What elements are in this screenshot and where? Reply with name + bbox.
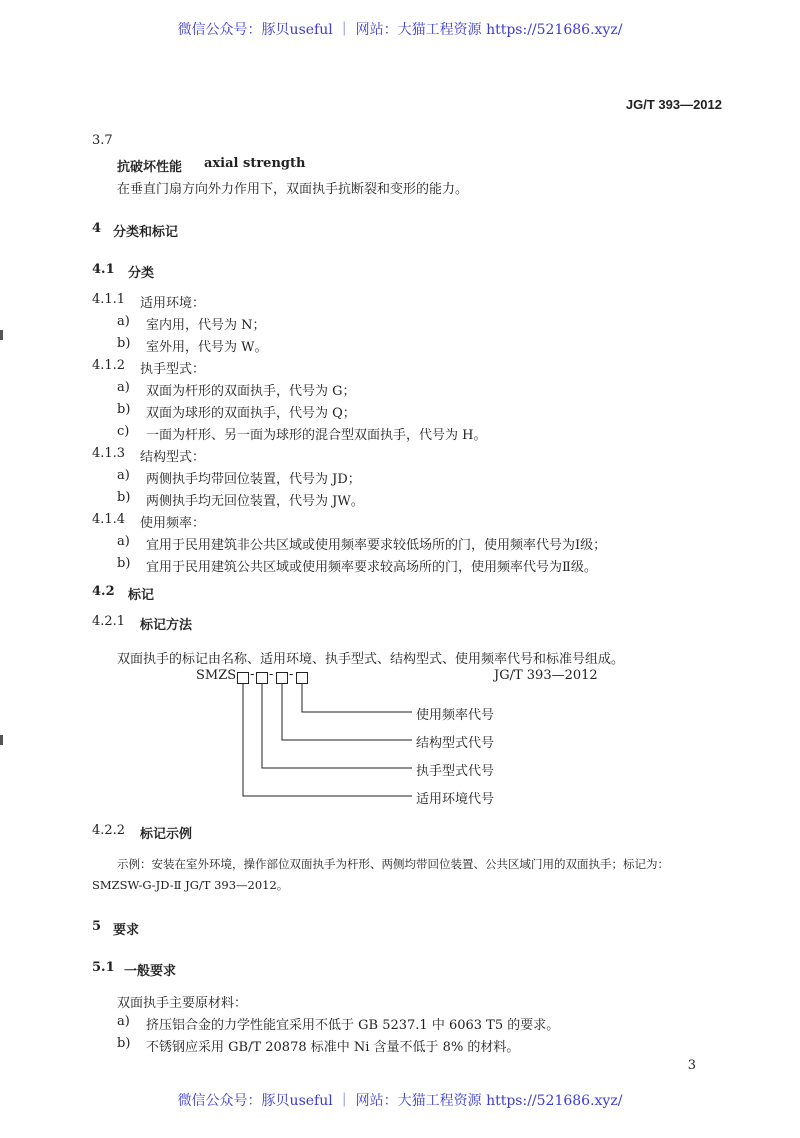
diagram-dash: -: [269, 667, 274, 682]
section-4-2-title: 标记: [128, 588, 155, 603]
list-item-mark: a): [117, 314, 130, 329]
placeholder-box-structure-type: [276, 672, 288, 684]
list-item: 宜用于民用建筑公共区域或使用频率要求较高场所的门，使用频率代号为Ⅱ级。: [146, 560, 597, 575]
section-4-1-1-title: 适用环境：: [140, 296, 206, 311]
diagram-label-frequency: 使用频率代号: [416, 708, 495, 723]
list-item: 室外用，代号为 W。: [146, 340, 268, 355]
list-item: 两侧执手均带回位装置，代号为 JD；: [146, 472, 361, 487]
list-item-mark: a): [117, 380, 130, 395]
list-item-mark: b): [117, 1036, 131, 1051]
diagram-label-structure: 结构型式代号: [416, 736, 495, 751]
section-4-1-number: 4.1: [92, 262, 115, 277]
diagram-label-environment: 适用环境代号: [416, 792, 495, 807]
section-5-1-number: 5.1: [92, 960, 115, 975]
list-item-mark: b): [117, 336, 131, 351]
watermark-bottom: 微信公众号：豚贝useful ｜ 网站：大猫工程资源 https://521686.xyz/: [177, 1093, 623, 1109]
list-item-mark: b): [117, 402, 131, 417]
section-5-title: 要求: [113, 923, 140, 938]
term-english: axial strength: [204, 156, 306, 171]
placeholder-box-environment: [237, 672, 249, 684]
section-4-1-2-title: 执手型式：: [140, 362, 206, 377]
section-4-1-3-title: 结构型式：: [140, 450, 206, 465]
watermark-top: 微信公众号：豚贝useful ｜ 网站：大猫工程资源 https://521686.xyz/: [177, 22, 623, 38]
list-item: 挤压铝合金的力学性能宜采用不低于 GB 5237.1 中 6063 T5 的要求。: [146, 1018, 560, 1033]
list-item-mark: b): [117, 490, 131, 505]
edge-mark: [0, 735, 3, 745]
example-line-1: 示例：安装在室外环境，操作部位双面执手为杆形、两侧均带回位装置、公共区域门用的双面执手；标记为：: [117, 857, 669, 871]
placeholder-box-frequency: [296, 672, 308, 684]
list-item: 双面为球形的双面执手，代号为 Q；: [146, 406, 356, 421]
section-4-number: 4: [92, 221, 102, 236]
section-4-2-number: 4.2: [92, 584, 115, 599]
term-definition: 在垂直门扇方向外力作用下，双面执手抗断裂和变形的能力。: [117, 182, 469, 197]
list-item-mark: a): [117, 1014, 130, 1029]
list-item-mark: a): [117, 534, 130, 549]
example-line-2: SMZSW-G-JD-Ⅱ JG/T 393—2012。: [92, 878, 289, 892]
section-4-1-2-number: 4.1.2: [92, 358, 126, 373]
list-item: 室内用，代号为 N；: [146, 318, 266, 333]
list-item: 不锈钢应采用 GB/T 20878 标准中 Ni 含量不低于 8% 的材料。: [146, 1040, 520, 1055]
diagram-dash: -: [289, 667, 294, 682]
section-4-2-2-title: 标记示例: [140, 827, 193, 842]
edge-mark: [0, 330, 3, 340]
section-5-number: 5: [92, 919, 102, 934]
page-number: 3: [687, 1058, 696, 1073]
list-item-mark: a): [117, 468, 130, 483]
section-5-1-title: 一般要求: [124, 964, 177, 979]
placeholder-box-handle-type: [256, 672, 268, 684]
list-item: 两侧执手均无回位装置，代号为 JW。: [146, 494, 364, 509]
document-id: JG/T 393—2012: [625, 97, 722, 112]
list-item-mark: b): [117, 556, 131, 571]
diagram-prefix: SMZS: [196, 668, 237, 683]
list-item: 宜用于民用建筑非公共区域或使用频率要求较低场所的门，使用频率代号为Ⅰ级；: [146, 538, 607, 553]
section-4-2-1-title: 标记方法: [140, 618, 193, 633]
list-item-mark: c): [117, 424, 130, 439]
section-4-title: 分类和标记: [113, 225, 179, 240]
section-4-2-1-number: 4.2.1: [92, 614, 126, 629]
diagram-label-handle: 执手型式代号: [416, 764, 495, 779]
term-chinese: 抗破坏性能: [117, 160, 183, 175]
list-item: 双面为杆形的双面执手，代号为 G；: [146, 384, 356, 399]
section-4-1-4-number: 4.1.4: [92, 512, 126, 527]
section-3-7-number: 3.7: [92, 133, 113, 148]
marking-intro: 双面执手的标记由名称、适用环境、执手型式、结构型式、使用频率代号和标准号组成。: [117, 652, 625, 667]
section-4-1-title: 分类: [128, 266, 155, 281]
diagram-standard-number: JG/T 393—2012: [494, 668, 598, 683]
section-4-1-1-number: 4.1.1: [92, 292, 126, 307]
materials-intro: 双面执手主要原材料：: [117, 996, 248, 1011]
list-item: 一面为杆形、另一面为球形的混合型双面执手，代号为 H。: [146, 428, 487, 443]
section-4-2-2-number: 4.2.2: [92, 823, 126, 838]
section-4-1-4-title: 使用频率：: [140, 516, 206, 531]
section-4-1-3-number: 4.1.3: [92, 446, 126, 461]
diagram-dash: -: [250, 667, 255, 682]
